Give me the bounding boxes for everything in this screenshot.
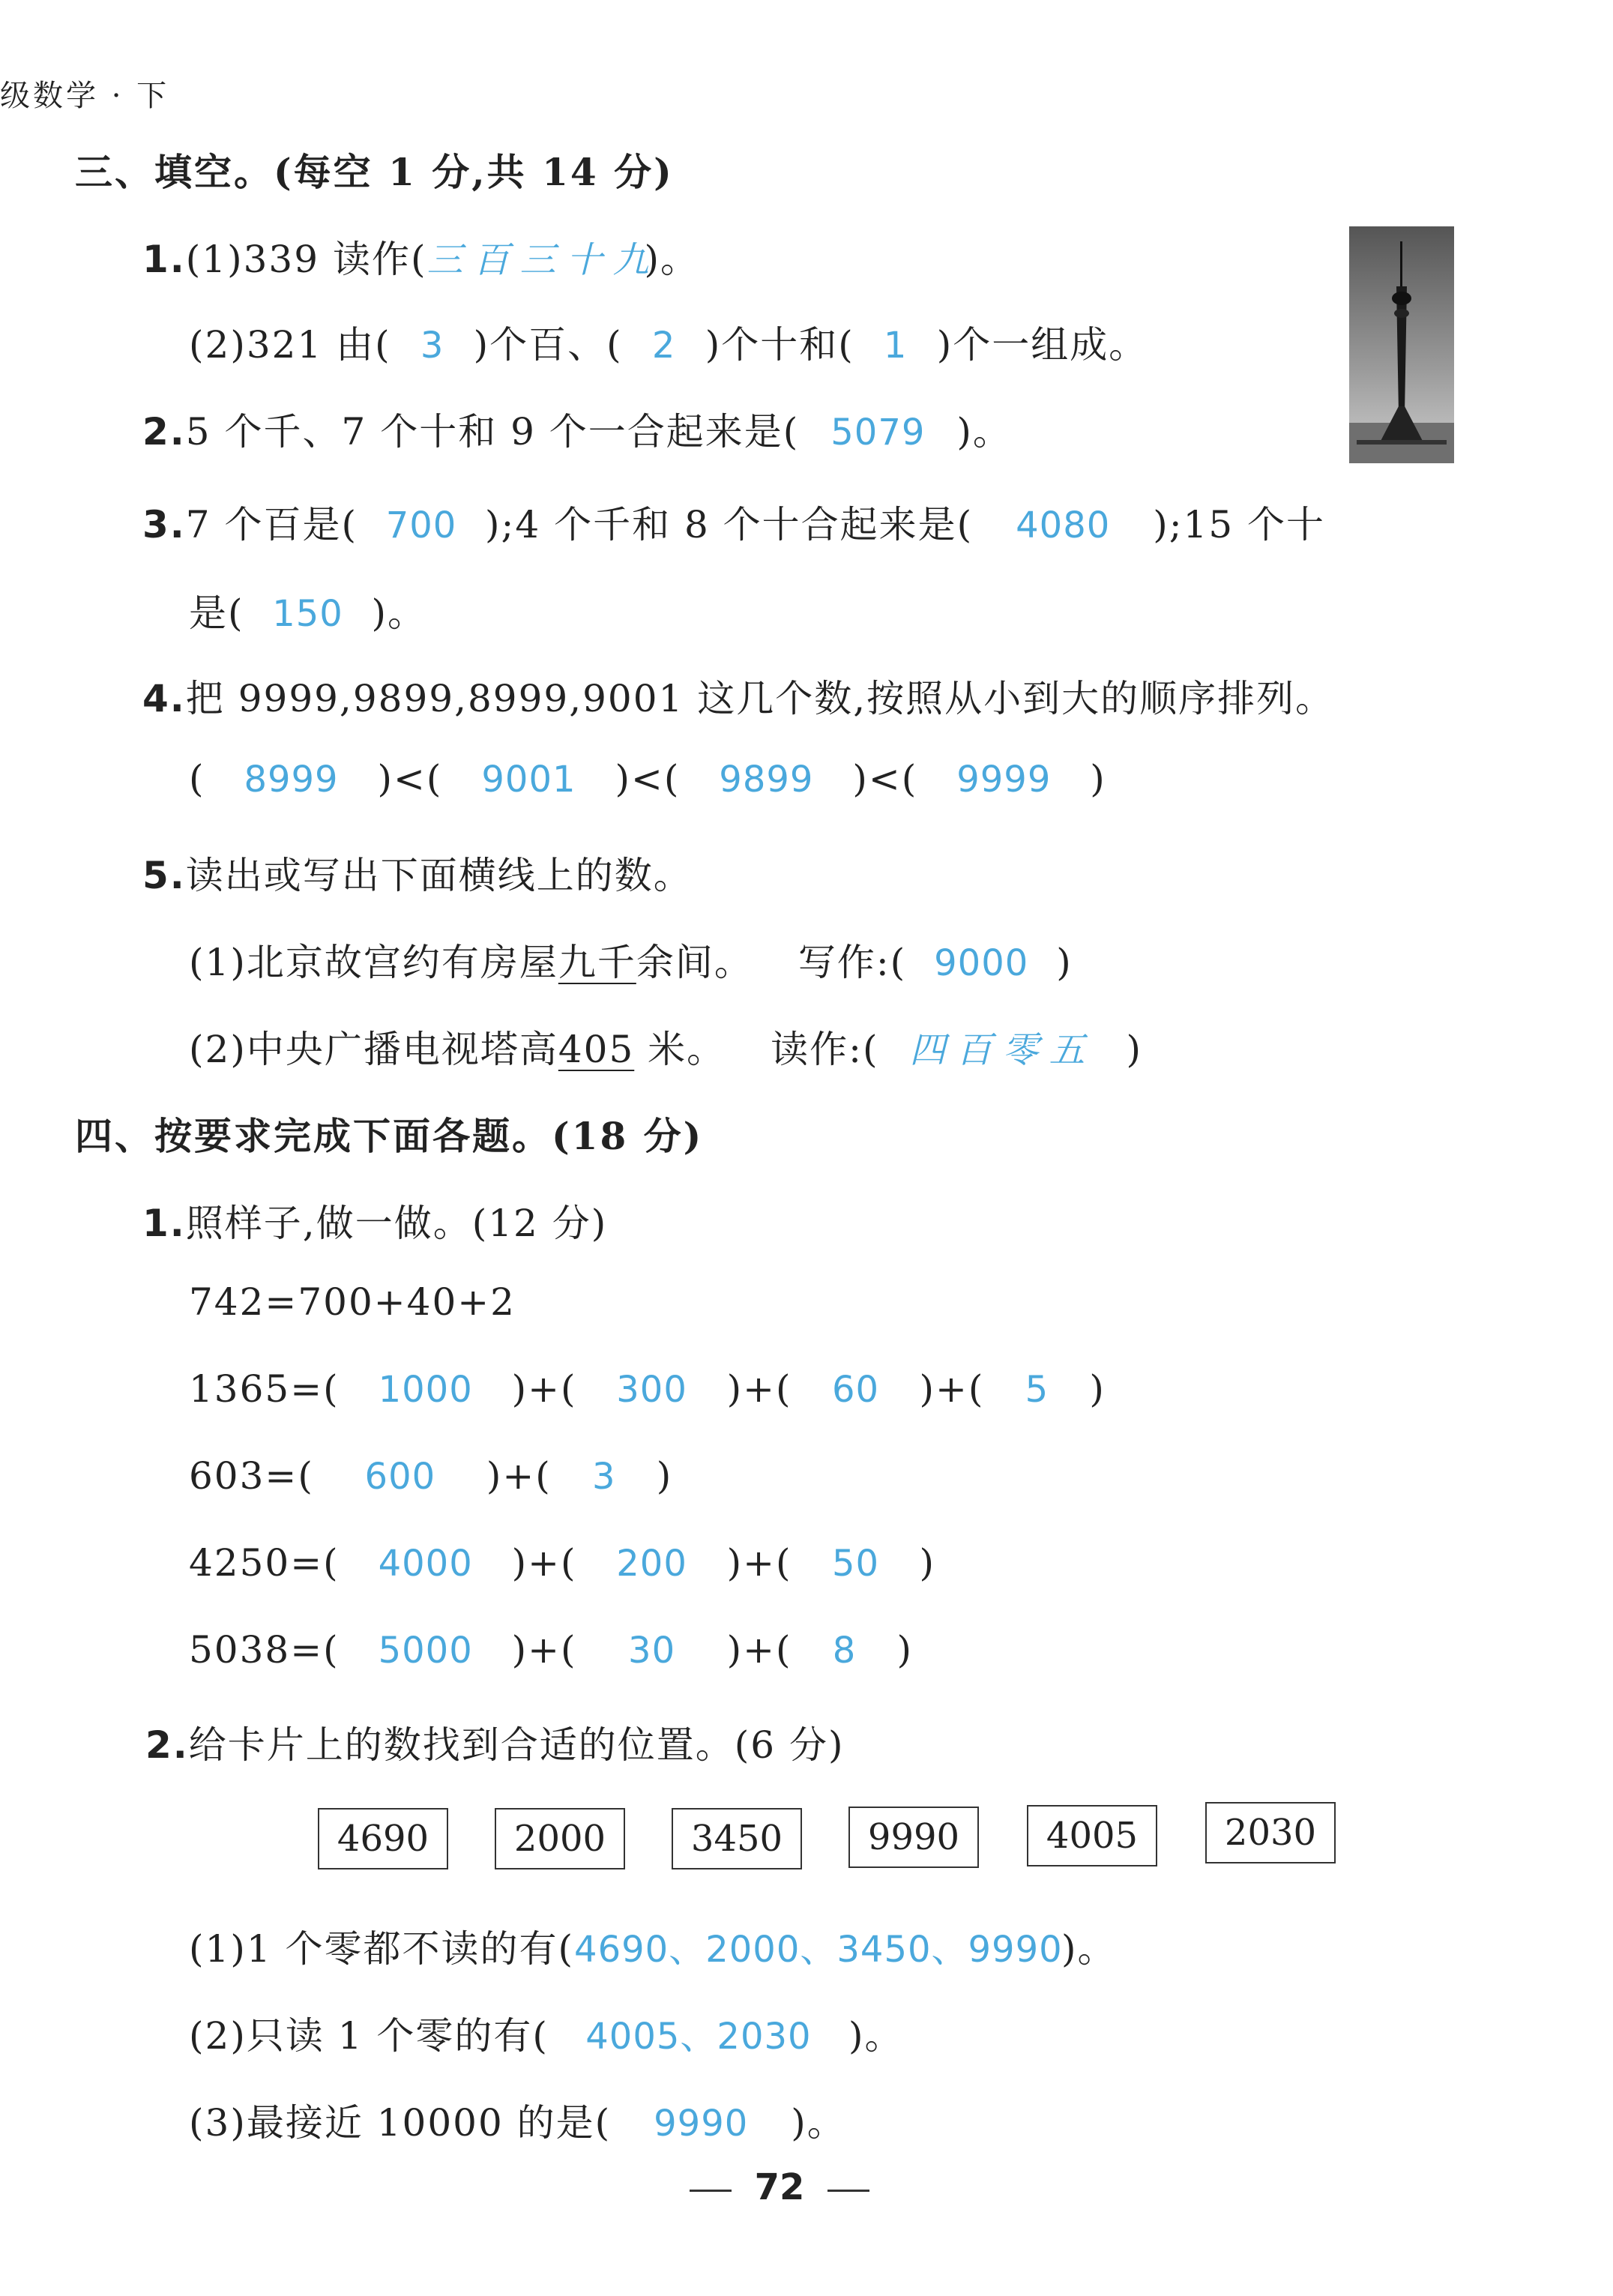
s4-q1-row4-ans2: 30 [628, 1630, 676, 1672]
q4-text: 4.把 9999,9899,8999,9001 这几个数,按照从小到大的顺序排列。 [142, 677, 1335, 720]
s4-q1-row-3: 4250=( 4000 )+( 200 )+( 50 ) [189, 1541, 936, 1585]
q5-underlined-2: 405 [558, 1028, 635, 1071]
q1-answer-2a: 3 [420, 325, 444, 367]
s4-q1-row-1: 1365=( 1000 )+( 300 )+( 60 )+( 5 ) [189, 1367, 1106, 1411]
tv-tower-icon [1349, 226, 1454, 463]
s4-q1-row3-ans1: 4000 [378, 1543, 473, 1585]
q2-answer: 5079 [830, 412, 926, 454]
q1-part2: (2)321 由( 3 )个百、( 2 )个十和( 1 )个一组成。 [189, 323, 1148, 367]
q1-number: 1. [142, 238, 186, 281]
q4-answer-1: 8999 [244, 759, 339, 801]
s4-q1-row-2: 603=( 600 )+( 3 ) [189, 1454, 673, 1498]
q5-underlined-1: 九千 [558, 941, 636, 984]
s4-q1-row1-ans3: 60 [831, 1369, 880, 1411]
section-3-title: 三、填空。(每空 1 分,共 14 分) [75, 150, 674, 194]
s4-q2-answer-3: 9990 [654, 2103, 749, 2145]
q4-answer-4: 9999 [956, 759, 1052, 801]
s4-q2-part3: (3)最接近 10000 的是( 9990 )。 [189, 2101, 846, 2145]
q2: 2.5 个千、7 个十和 9 个一合起来是( 5079 )。 [142, 410, 1012, 454]
page-header: 级数学 · 下 [0, 79, 170, 113]
s4-q2-answer-1: 4690、2000、3450、9990 [574, 1929, 1063, 1971]
q3-answer-1: 700 [385, 504, 457, 546]
page-number-dash-left [690, 2190, 732, 2192]
page-number [690, 2166, 869, 2211]
s4-q1-example: 742=700+40+2 [189, 1280, 516, 1324]
s4-q1-row1-ans4: 5 [1025, 1369, 1049, 1411]
s4-q1-row4-ans1: 5000 [378, 1630, 473, 1672]
s4-q1-row4-ans3: 8 [832, 1630, 857, 1672]
tv-tower-photo [1349, 226, 1454, 463]
s4-q1-row3-ans2: 200 [616, 1543, 687, 1585]
section-4-title: 四、按要求完成下面各题。(18 分) [75, 1114, 704, 1158]
s4-q1-text: 1.照样子,做一做。(12 分) [142, 1202, 608, 1245]
q4-answers: ( 8999 )<( 9001 )<( 9899 )<( 9999 ) [189, 757, 1106, 801]
q1-answer-2c: 1 [883, 325, 908, 367]
q5-answer-2: 四百零五 [909, 1029, 1096, 1071]
q3-line2: 是( 150 )。 [189, 591, 427, 635]
q1-answer-2b: 2 [651, 325, 676, 367]
q3-answer-2: 4080 [1016, 504, 1111, 546]
s4-q2-part2: (2)只读 1 个零的有( 4005、2030 )。 [189, 2006, 903, 2060]
number-card: 9990 [848, 1807, 979, 1868]
number-card: 4005 [1027, 1805, 1157, 1866]
number-card: 4690 [318, 1808, 448, 1869]
q1-part1: 1.(1)339 读作(三百三十九)。 [142, 229, 699, 283]
q5-answer-1: 9000 [934, 942, 1029, 984]
q3-answer-3: 150 [272, 593, 343, 635]
number-card: 3450 [672, 1808, 802, 1869]
q5-text: 5.读出或写出下面横线上的数。 [142, 854, 693, 897]
s4-q1-row2-ans1: 600 [364, 1456, 436, 1498]
q1-answer-1: 三百三十九 [426, 239, 660, 281]
q4-answer-2: 9001 [481, 759, 576, 801]
s4-q1-row2-ans2: 3 [591, 1456, 616, 1498]
s4-q1-row-4: 5038=( 5000 )+( 30 )+( 8 ) [189, 1628, 914, 1672]
s4-q1-row1-ans2: 300 [616, 1369, 687, 1411]
s4-q2-part1: (1)1 个零都不读的有(4690、2000、3450、9990)。 [189, 1919, 1117, 1973]
page-number-dash-right [827, 2190, 869, 2192]
page-number-value: 72 [754, 2166, 805, 2208]
number-card: 2000 [495, 1808, 625, 1869]
q3-line1: 3.7 个百是( 700 );4 个千和 8 个十合起来是( 4080 );15 个十 [142, 503, 1326, 546]
number-card: 2030 [1205, 1802, 1336, 1863]
s4-q1-row1-ans1: 1000 [378, 1369, 473, 1411]
s4-q2-text: 2.给卡片上的数找到合适的位置。(6 分) [145, 1723, 845, 1767]
s4-q1-row3-ans3: 50 [831, 1543, 880, 1585]
q5-part2: (2)中央广播电视塔高405 米。 读作:( 四百零五 ) [189, 1019, 1142, 1073]
q4-answer-3: 9899 [719, 759, 814, 801]
q5-part1: (1)北京故宫约有房屋九千余间。 写作:( 9000 ) [189, 941, 1073, 984]
s4-q2-answer-2: 4005、2030 [585, 2016, 812, 2058]
